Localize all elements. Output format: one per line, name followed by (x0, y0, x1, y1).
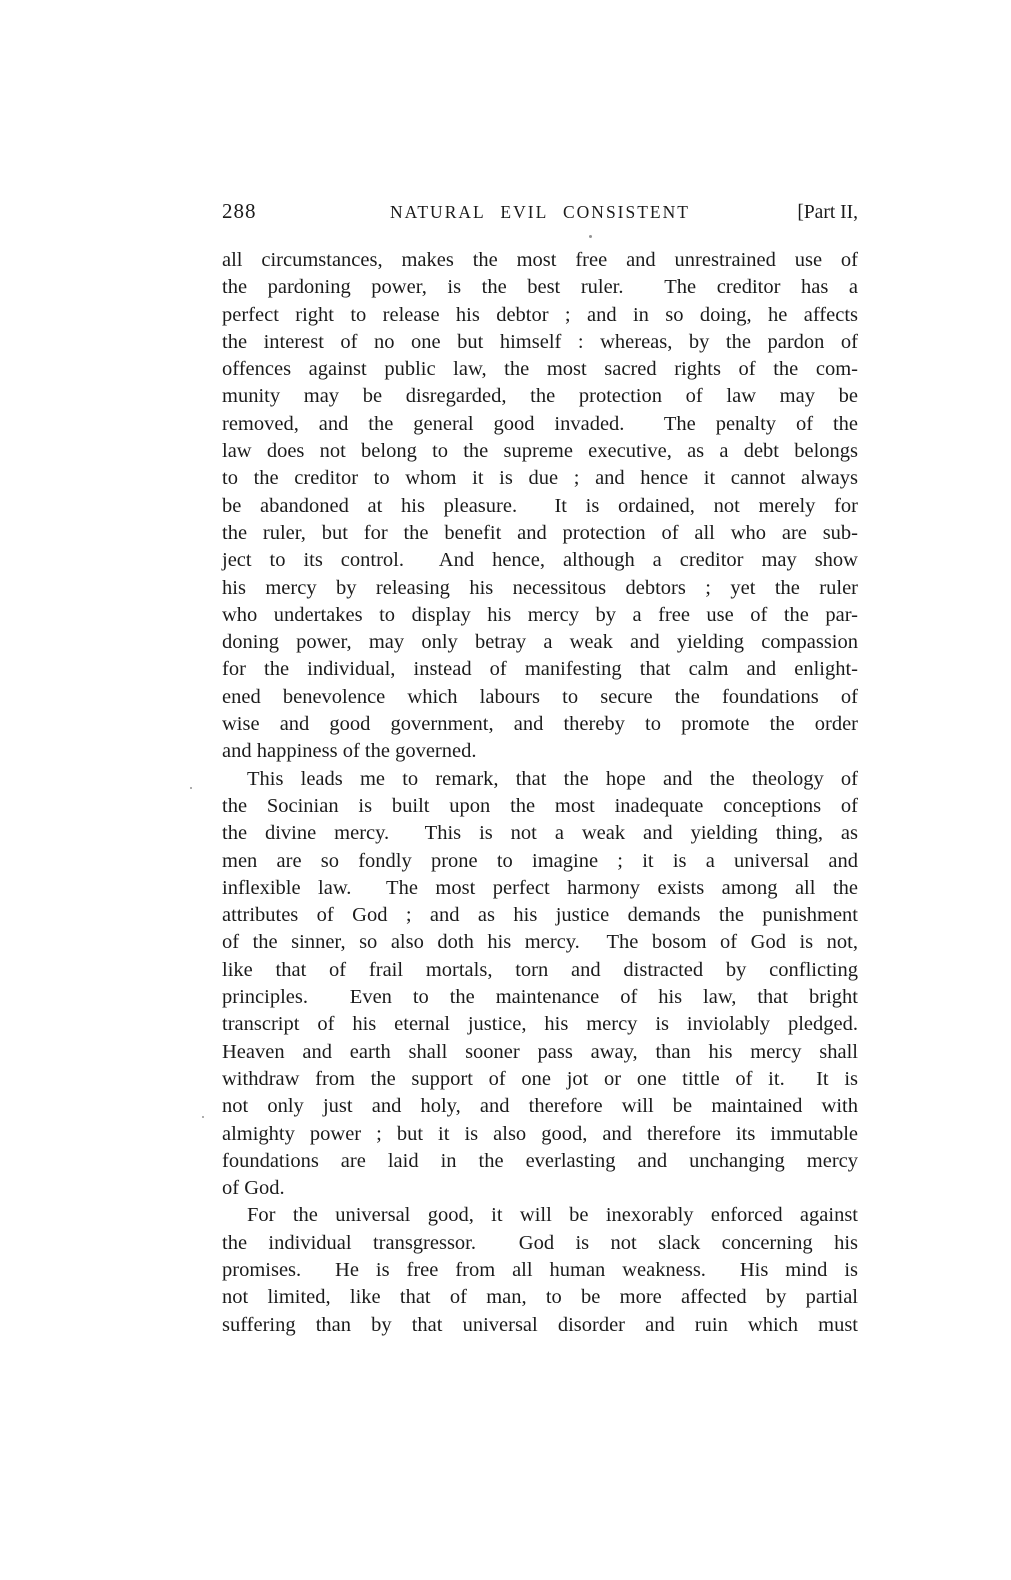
scan-speck (589, 235, 592, 238)
text-line: perfect right to release his debtor ; and in so doing, he affects (222, 303, 858, 326)
page-header (222, 198, 858, 224)
text-line: promises. He is free from all human weakness. His mind is (222, 1258, 858, 1281)
text-line: principles. Even to the maintenance of his law, that bright (222, 986, 858, 1009)
text-line: men are so fondly prone to imagine ; it is a universal and (222, 849, 858, 872)
page-body (222, 247, 858, 1339)
text-line: ject to its control. And hence, although a creditor may show (222, 549, 858, 572)
text-line: foundations are laid in the everlasting and unchanging mercy (222, 1149, 858, 1172)
text-line: This leads me to remark, that the hope and the theology of (247, 767, 858, 790)
text-line: the ruler, but for the benefit and protection of all who are sub- (222, 521, 858, 544)
text-line: the pardoning power, is the best ruler. The creditor has a (222, 276, 858, 299)
text-line: for the individual, instead of manifesting that calm and enlight- (222, 658, 858, 681)
text-line: the Socinian is built upon the most inadequate conceptions of (222, 794, 858, 817)
text-line: Heaven and earth shall sooner pass away, than his mercy shall (222, 1040, 858, 1063)
text-line: withdraw from the support of one jot or one tittle of it. It is (222, 1067, 858, 1090)
running-title: NATURAL EVIL CONSISTENT (390, 202, 690, 222)
text-line: almighty power ; but it is also good, and therefore its immutable (222, 1122, 858, 1145)
text-line: removed, and the general good invaded. The penalty of the (222, 412, 858, 435)
text-line: his mercy by releasing his necessitous debtors ; yet the ruler (222, 576, 858, 599)
text-line: transcript of his eternal justice, his mercy is inviolably pledged. (222, 1013, 858, 1036)
text-line: law does not belong to the supreme executive, as a debt belongs (222, 440, 858, 463)
text-line: not limited, like that of man, to be more affected by partial (222, 1286, 858, 1309)
text-line: the interest of no one but himself : whereas, by the pardon of (222, 330, 858, 353)
text-line: wise and good government, and thereby to promote the order (222, 713, 858, 736)
text-line: ened benevolence which labours to secure the foundations of (222, 685, 858, 708)
scan-speck (202, 1116, 204, 1118)
scan-speck (190, 787, 192, 789)
text-line: suffering than by that universal disorder and ruin which must (222, 1313, 858, 1336)
text-line: the individual transgressor. God is not slack concerning his (222, 1231, 858, 1254)
text-line: who undertakes to display his mercy by a free use of the par- (222, 603, 858, 626)
text-line: inflexible law. The most perfect harmony exists among all the (222, 876, 858, 899)
text-line: and happiness of the governed. (222, 740, 477, 763)
text-line: like that of frail mortals, torn and distracted by conflicting (222, 958, 858, 981)
text-line: to the creditor to whom it is due ; and hence it cannot always (222, 467, 858, 490)
text-line: the divine mercy. This is not a weak and yielding thing, as (222, 822, 858, 845)
page-number: 288 (222, 199, 257, 223)
text-line: be abandoned at his pleasure. It is ordained, not merely for (222, 494, 858, 517)
text-line: all circumstances, makes the most free and unrestrained use of (222, 249, 858, 271)
text-line: For the universal good, it will be inexorably enforced against (247, 1204, 858, 1227)
text-line: not only just and holy, and therefore will be maintained with (222, 1095, 858, 1118)
part-label: [Part II, (797, 202, 858, 223)
text-line: of the sinner, so also doth his mercy. The bosom of God is not, (222, 931, 858, 954)
text-line: doning power, may only betray a weak and yielding compassion (222, 631, 858, 654)
text-line: offences against public law, the most sacred rights of the com- (222, 358, 858, 381)
text-line: attributes of God ; and as his justice demands the punishment (222, 904, 858, 927)
text-line: munity may be disregarded, the protection of law may be (222, 385, 858, 408)
text-line: of God. (222, 1177, 285, 1200)
